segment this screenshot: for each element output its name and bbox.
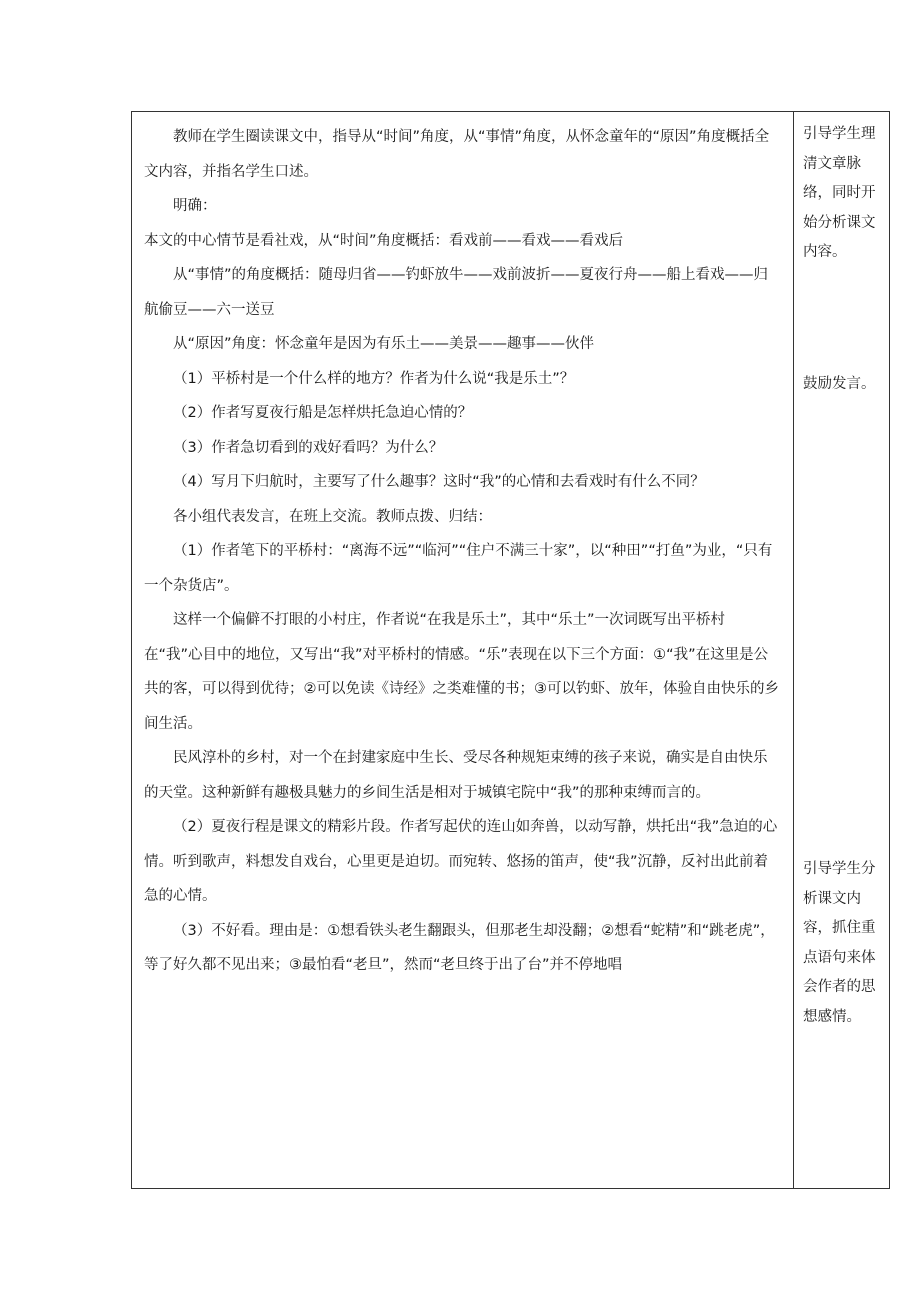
answer-item: （2）夏夜行程是课文的精彩片段。作者写起伏的连山如奔兽，以动写静，烘托出“我”急迫的心情。听到歌声，料想发自戏台，心里更是迫切。而宛转、悠扬的笛声，使“我”沉静，反衬出此前着急的心情。 (144, 819, 778, 904)
paragraph: 明确： (173, 198, 217, 214)
side-note: 引导学生理清文章脉络，同时开始分析课文内容。 (803, 126, 876, 260)
lesson-table (131, 111, 890, 1189)
design-intent-column (794, 112, 889, 1188)
question-item: （1）平桥村是一个什么样的地方？作者为什么说“我是乐土”？ (173, 370, 575, 387)
paragraph: 民风淳朴的乡村，对一个在封建家庭中生长、受尽各种规矩束缚的孩子来说，确实是自由快乐的天堂。这种新鲜有趣极具魅力的乡间生活是相对于城镇宅院中“我”的那种束缚而言的。 (144, 750, 768, 801)
side-note: 引导学生分析课文内容，抓住重点语句来体会作者的思想感情。 (803, 861, 876, 1025)
answer-item: （3）不好看。理由是：①想看铁头老生翻跟头，但那老生却没翻；②想看“蛇精”和“跳老虎”，等了好久都不见出来；③最怕看“老旦”，然而“老旦终于出了台”并不停地唱 (144, 922, 775, 973)
question-item: （3）作者急切看到的戏好看吗？为什么？ (173, 439, 444, 456)
paragraph: 这样一个偏僻不打眼的小村庄，作者说“在我是乐土”，其中“乐土”一次词既写出平桥村在“我”心目中的地位，又写出“我”对平桥村的情感。“乐”表现在以下三个方面：①“我”在这里是公共的客，可以得到优待；②可以免读《诗经》之类难懂的书；③可以钓虾、放年，体验自由快乐的乡间生活。 (144, 612, 779, 732)
question-item: （2）作者写夏夜行船是怎样烘托急迫心情的？ (173, 405, 473, 421)
teaching-content-column (132, 112, 794, 1188)
answer-item: （1）作者笔下的平桥村：“离海不远”“临河”“住户不满三十家”，以“种田”“打鱼”为业，“只有一个杂货店”。 (144, 543, 773, 594)
paragraph: 从“原因”角度：怀念童年是因为有乐土——美景——趣事——伙伴 (173, 336, 595, 352)
paragraph: 从“事情”的角度概括：随母归省——钓虾放牛——戏前波折——夏夜行舟——船上看戏——归航偷豆——六一送豆 (144, 267, 769, 318)
paragraph: 本文的中心情节是看社戏，从“时间”角度概括：看戏前——看戏——看戏后 (144, 232, 624, 249)
paragraph: 各小组代表发言，在班上交流。教师点拨、归结： (173, 508, 492, 525)
question-item: （4）写月下归航时，主要写了什么趣事？这时“我”的心情和去看戏时有什么不同？ (173, 474, 705, 490)
paragraph: 教师在学生圈读课文中，指导从“时间”角度，从“事情”角度，从怀念童年的“原因”角度概括全文内容，并指名学生口述。 (144, 129, 770, 180)
side-note: 鼓励发言。 (803, 376, 876, 392)
